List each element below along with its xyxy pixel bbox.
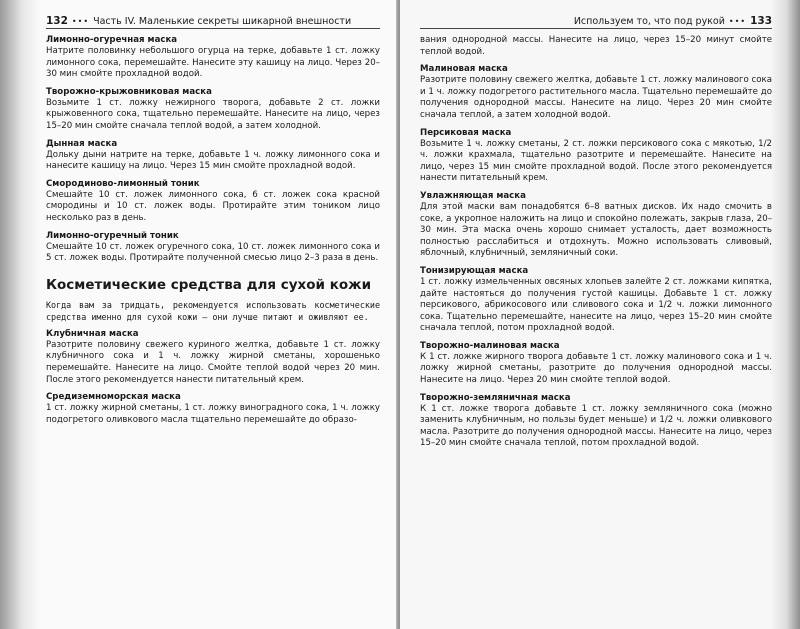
recipe-block [46,179,380,225]
recipe-text: 1 ст. ложку измельченных овсяных хлопьев залейте 2 ст. ложками кипятка, дайте настояться до получения густой кашицы. Добавьте 1 ст. ложку персикового, абрикосового или сливового сока и 1/2 ч. ложки лимонного сока. Тщательно перемешайте, нанесите на лицо, через 15–20 мин смойте сначала теплой, потом прохладной водой. [420,276,772,334]
recipe-heading: Клубничная маска [46,328,139,339]
recipe-heading: Лимонно-огуречная маска [46,35,178,45]
recipe-block [46,392,380,426]
right-page-header [420,14,772,29]
recipe-text: Дольку дыни натрите на терке, добавьте 1 ч. ложку лимонного сока и нанесите кашицу на лицо. Через 15 мин смойте прохладной водой. [46,149,380,172]
running-title: Используем то, что под рукой [573,15,725,27]
recipe-block [46,231,380,265]
section-title: Косметические средства для сухой кожи [46,276,372,293]
running-title: Часть IV. Маленькие секреты шикарной внешности [93,15,352,27]
recipe-block [420,64,772,121]
recipe-text: Разотрите половину свежего желтка, добавьте 1 ст. ложку малинового сока и 1 ч. ложку подогретого растительного масла. Тщательно перемешайте до получения однородной массы. Нанесите на лицо. Через 20 мин смойте сначала теплой, а затем холодной водой. [420,75,772,120]
right-page [400,0,800,629]
recipe-heading: Малиновая маска [420,64,508,75]
recipe-block [420,266,772,335]
page-number: 133 [750,15,772,27]
recipe-text: Натрите половинку небольшого огурца на терке, добавьте 1 ст. ложку лимонного сока, перемешайте. Нанесите эту кашицу на лицо. Через 20–30 мин смойте прохладной водой. [46,46,380,80]
recipe-heading: Творожно-малиновая маска [420,340,560,351]
recipe-block [46,35,380,81]
recipe-text: Смешайте 10 ст. ложек огуречного сока, 10 ст. ложек лимонного сока и 5 ст. ложек воды. Протирайте полученной смесью лицо 2–3 раза в день. [46,241,380,264]
recipe-heading: Увлажняющая маска [420,190,526,201]
recipe-text: Для этой маски вам понадобятся 6–8 ватных дисков. Их надо смочить в соке, а укропное наложить на лицо и спокойно полежать, закрыв глаза, 20–30 мин. Эта маска очень хорошо снимает усталость, дает возможность полностью расслабиться и отдохнуть. Можно использовать сливовый, яблочный, клубничный, земляничный соки. [420,201,772,259]
recipe-block [46,139,380,173]
recipe-heading: Средиземноморская маска [46,392,181,403]
left-page-header [46,14,380,29]
recipe-text: Смешайте 10 ст. ложек лимонного сока, 6 ст. ложек сока красной смородины и 10 ст. ложек воды. Протирайте этим тоником лицо несколько раз в день. [46,189,380,223]
left-page [0,0,398,629]
header-dots: ••• [728,16,747,26]
recipe-heading: Творожно-крыжовниковая маска [46,86,212,97]
recipe-heading: Дынная маска [46,138,118,149]
recipe-block [46,87,380,133]
recipe-heading: Персиковая маска [420,127,512,138]
recipe-heading: Творожно-земляничная маска [420,392,571,403]
recipe-heading: Тонизирующая маска [420,265,529,276]
recipe-text: К 1 ст. ложке творога добавьте 1 ст. ложку земляничного сока (можно заменить клубничным, но пользы будет меньше) и 1/2 ч. ложки оливкового масла. Разотрите до получения однородной массы. Нанесите на лицо, через 15–20 мин смойте сначала теплой, потом прохладной водой. [420,403,772,449]
continued-text: вания однородной массы. Нанесите на лицо, через 15–20 минут смойте теплой водой. [420,35,772,57]
recipe-text: Разотрите половину свежего куриного желтка, добавьте 1 ст. ложку клубничного сока и 1 ч. ложку жирной сметаны, хорошенько перемешайте. Нанесите на лицо. Смойте теплой водой через 20 мин. После этого рекомендуется нанести питательный крем. [46,339,380,385]
recipe-block [420,341,772,387]
page-number: 132 [46,15,68,27]
recipe-block [420,191,772,260]
recipe-heading: Смородиново-лимонный тоник [46,178,200,189]
recipe-heading: Лимонно-огуречный тоник [46,230,179,241]
recipe-text: Возьмите 1 ст. ложку нежирного творога, добавьте 2 ст. ложки крыжовенного сока, тщательно перемешайте. Нанесите на лицо, через 15–20 мин смойте сначала теплой водой, а затем холодной. [46,97,380,131]
recipe-block [420,128,772,185]
recipe-block [420,393,772,450]
recipe-text: К 1 ст. ложке жирного творога добавьте 1 ст. ложку малинового сока и 1 ч. ложку жирной сметаны, разотрите до получения однородной массы. Нанесите на лицо. Через 20 мин смойте теплой водой. [420,351,772,386]
recipe-block [46,329,380,386]
section-intro: Когда вам за тридцать, рекомендуется использовать косметические средства именно для сухой кожи — они лучше питают и оживляют ее. [46,299,380,322]
recipe-text: Возьмите 1 ч. ложку сметаны, 2 ст. ложки персикового сока с мякотью, 1/2 ч. ложки крахмала, тщательно разотрите и перемешайте. Нанесите на лицо, через 15 мин смойте прохладной водой. После этого рекомендуется нанести питательный крем. [420,138,772,184]
header-dots: ••• [71,16,90,26]
recipe-text: 1 ст. ложку жирной сметаны, 1 ст. ложку виноградного сока, 1 ч. ложку подогретого оливкового масла тщательно перемешайте до образо- [46,403,380,425]
